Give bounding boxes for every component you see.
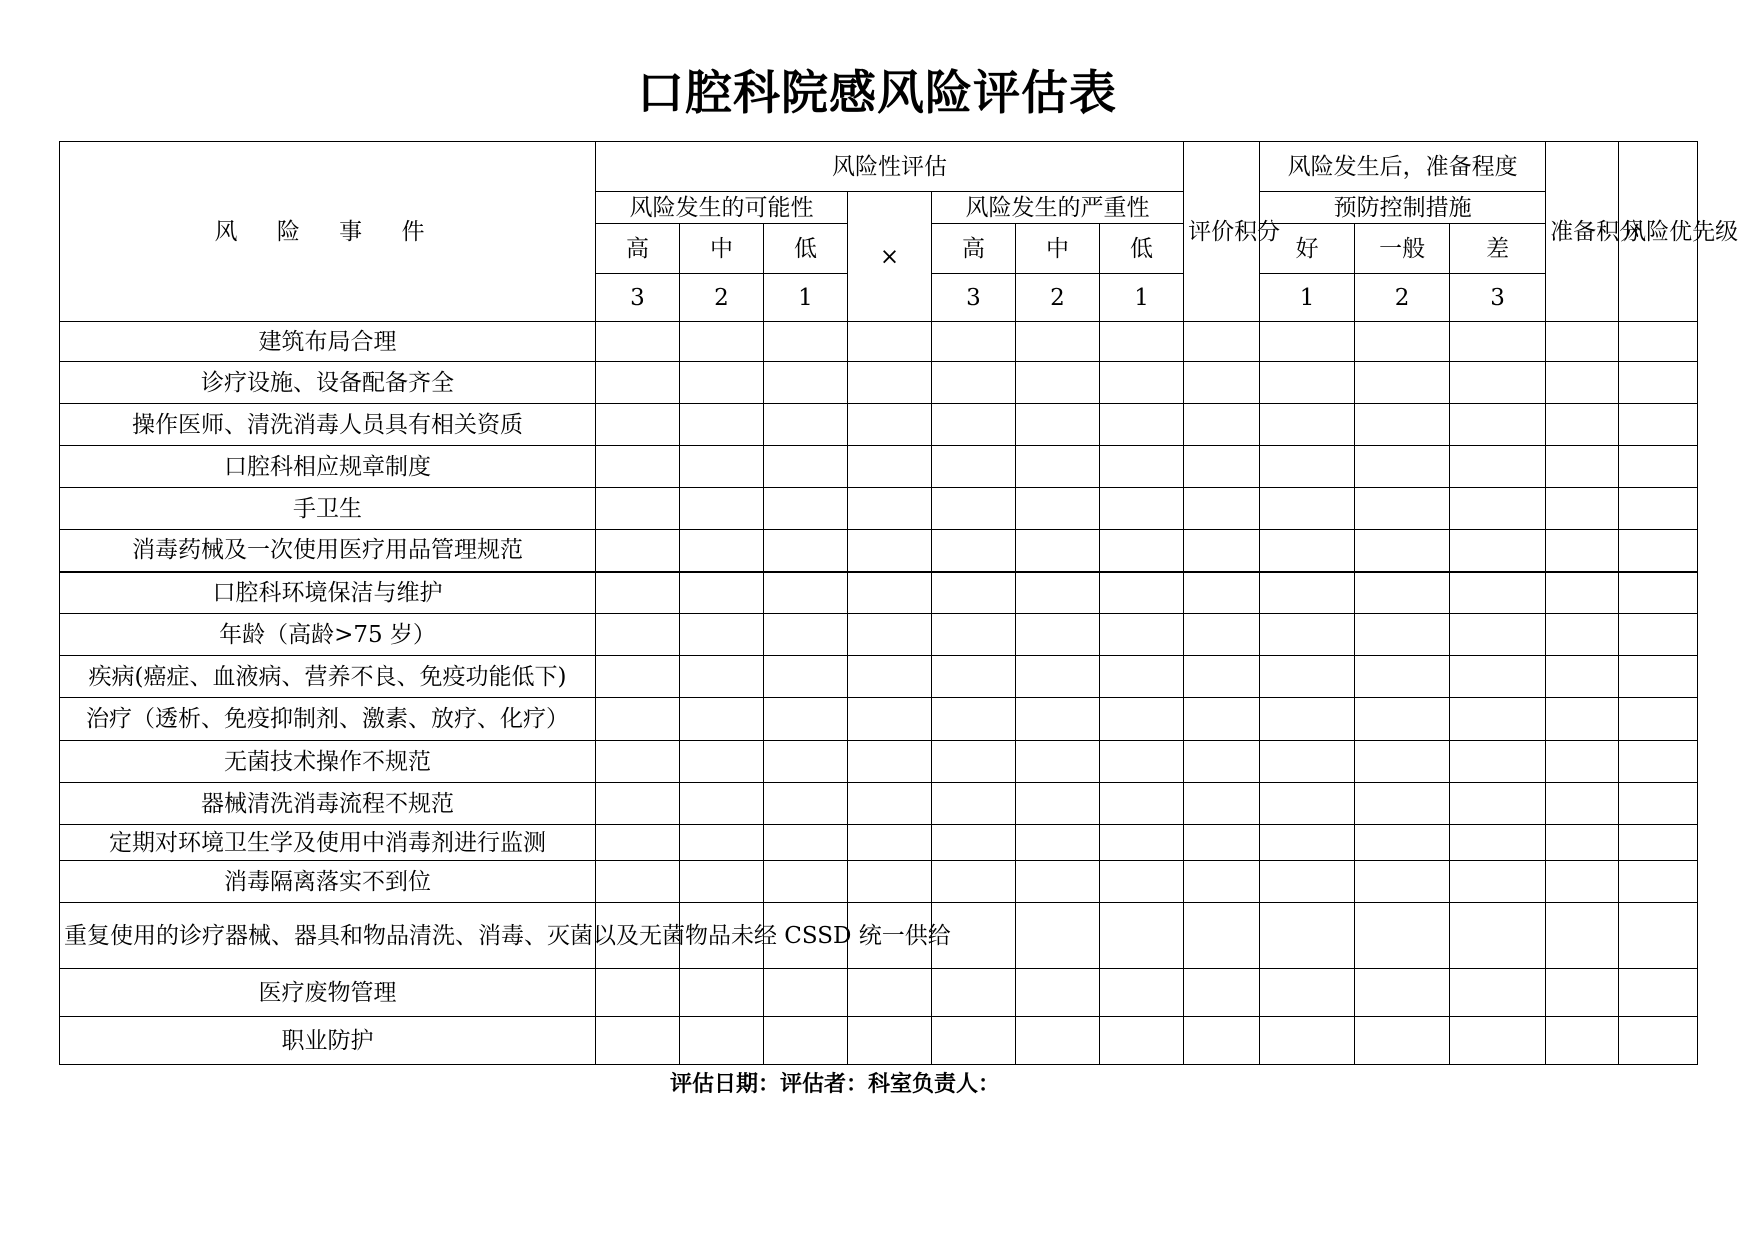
score-cell[interactable] [1184, 530, 1260, 572]
score-cell[interactable] [1355, 861, 1450, 903]
score-cell[interactable] [1450, 969, 1546, 1017]
score-cell[interactable] [1100, 322, 1184, 362]
score-cell[interactable] [1355, 488, 1450, 530]
header-risk-priority: 风险优先级 [1619, 142, 1698, 322]
score-cell[interactable] [1355, 656, 1450, 698]
score-cell[interactable] [764, 861, 848, 903]
score-cell[interactable] [1184, 404, 1260, 446]
table-row [60, 488, 1698, 530]
score-cell[interactable] [1355, 404, 1450, 446]
score-cell[interactable] [848, 404, 932, 446]
score-cell[interactable] [764, 1017, 848, 1065]
score-cell[interactable] [1184, 825, 1260, 861]
score-cell[interactable] [1100, 825, 1184, 861]
severity-score-high: 3 [932, 274, 1016, 322]
table-row [60, 861, 1698, 903]
score-cell[interactable] [680, 741, 764, 783]
score-cell[interactable] [1619, 530, 1698, 572]
table-row [60, 404, 1698, 446]
score-cell[interactable] [848, 1017, 932, 1065]
severity-low: 低 [1100, 224, 1184, 274]
score-cell[interactable] [1546, 741, 1619, 783]
table-row [60, 446, 1698, 488]
score-cell[interactable] [1016, 698, 1100, 741]
score-cell[interactable] [1100, 741, 1184, 783]
header-risk-assessment: 风险性评估 [596, 142, 1184, 192]
score-cell[interactable] [932, 572, 1016, 614]
score-cell[interactable] [1100, 656, 1184, 698]
risk-event-label: 消毒药械及一次使用医疗用品管理规范 [60, 530, 596, 572]
score-cell[interactable] [764, 614, 848, 656]
score-cell[interactable] [1546, 530, 1619, 572]
risk-event-label: 消毒隔离落实不到位 [60, 861, 596, 903]
score-cell[interactable] [1016, 446, 1100, 488]
score-cell[interactable] [848, 572, 932, 614]
header-prevention: 预防控制措施 [1260, 192, 1546, 224]
page-title: 口腔科院感风险评估表 [637, 66, 1117, 121]
score-cell[interactable] [596, 530, 680, 572]
score-cell[interactable] [932, 741, 1016, 783]
score-cell[interactable] [680, 530, 764, 572]
score-cell[interactable] [848, 861, 932, 903]
score-cell[interactable] [596, 488, 680, 530]
score-cell[interactable] [1184, 1017, 1260, 1065]
score-cell[interactable] [1100, 861, 1184, 903]
header-severity: 风险发生的严重性 [932, 192, 1184, 224]
score-cell[interactable] [932, 404, 1016, 446]
score-cell[interactable] [1184, 322, 1260, 362]
score-cell[interactable] [764, 969, 848, 1017]
score-cell[interactable] [1100, 903, 1184, 969]
score-cell[interactable] [764, 783, 848, 825]
risk-event-label: 治疗（透析、免疫抑制剂、激素、放疗、化疗） [60, 698, 596, 741]
score-cell[interactable] [1355, 698, 1450, 741]
score-cell[interactable] [1546, 1017, 1619, 1065]
score-cell[interactable] [1355, 741, 1450, 783]
score-cell[interactable] [1260, 825, 1355, 861]
risk-event-label: 诊疗设施、设备配备齐全 [60, 362, 596, 404]
header-preparedness: 风险发生后，准备程度 [1260, 142, 1546, 192]
risk-event-label: 医疗废物管理 [60, 969, 596, 1017]
header-likelihood: 风险发生的可能性 [596, 192, 848, 224]
score-cell[interactable] [1100, 530, 1184, 572]
score-cell[interactable] [1260, 572, 1355, 614]
score-cell[interactable] [1100, 1017, 1184, 1065]
score-cell[interactable] [1184, 698, 1260, 741]
score-cell[interactable] [1546, 322, 1619, 362]
risk-event-label: 无菌技术操作不规范 [60, 741, 596, 783]
score-cell[interactable] [1355, 362, 1450, 404]
score-cell[interactable] [1184, 861, 1260, 903]
score-cell[interactable] [932, 825, 1016, 861]
score-cell[interactable] [1546, 446, 1619, 488]
score-cell[interactable] [680, 404, 764, 446]
score-cell[interactable] [1546, 614, 1619, 656]
score-cell[interactable] [1260, 404, 1355, 446]
score-cell[interactable] [596, 861, 680, 903]
score-cell[interactable] [932, 1017, 1016, 1065]
risk-event-label: 手卫生 [60, 488, 596, 530]
prevention-score-average: 2 [1355, 274, 1450, 322]
score-cell[interactable] [596, 698, 680, 741]
risk-assessment-table [59, 141, 1739, 1065]
score-cell[interactable] [848, 530, 932, 572]
header-multiply: × [848, 192, 932, 322]
score-cell[interactable] [1016, 903, 1100, 969]
score-cell[interactable] [1260, 783, 1355, 825]
score-cell[interactable] [1184, 741, 1260, 783]
score-cell[interactable] [1355, 969, 1450, 1017]
prevention-score-poor: 3 [1450, 274, 1546, 322]
score-cell[interactable] [764, 741, 848, 783]
score-cell[interactable] [1100, 572, 1184, 614]
score-cell[interactable] [680, 322, 764, 362]
score-cell[interactable] [1546, 903, 1619, 969]
score-cell[interactable] [1546, 783, 1619, 825]
score-cell[interactable] [932, 783, 1016, 825]
score-cell[interactable] [1450, 488, 1546, 530]
score-cell[interactable] [1546, 698, 1619, 741]
score-cell[interactable] [1100, 969, 1184, 1017]
score-cell[interactable] [596, 404, 680, 446]
score-cell[interactable] [1100, 404, 1184, 446]
table-row [60, 741, 1698, 783]
table-row [60, 698, 1698, 741]
risk-event-label: 操作医师、清洗消毒人员具有相关资质 [60, 404, 596, 446]
score-cell[interactable] [1619, 969, 1698, 1017]
score-cell[interactable] [1016, 488, 1100, 530]
score-cell[interactable] [596, 322, 680, 362]
score-cell[interactable] [1450, 825, 1546, 861]
score-cell[interactable] [932, 488, 1016, 530]
likelihood-medium: 中 [680, 224, 764, 274]
score-cell[interactable] [596, 572, 680, 614]
score-cell[interactable] [1450, 861, 1546, 903]
risk-event-label: 重复使用的诊疗器械、器具和物品清洗、消毒、灭菌以及无菌物品未经 CSSD 统一供给 [60, 903, 596, 969]
score-cell[interactable] [1355, 572, 1450, 614]
table-row [60, 783, 1698, 825]
score-cell[interactable] [1450, 572, 1546, 614]
score-cell[interactable] [1546, 969, 1619, 1017]
score-cell[interactable] [764, 572, 848, 614]
score-cell[interactable] [1016, 614, 1100, 656]
score-cell[interactable] [1619, 488, 1698, 530]
score-cell[interactable] [848, 698, 932, 741]
score-cell[interactable] [1184, 969, 1260, 1017]
table-row [60, 969, 1698, 1017]
score-cell[interactable] [1100, 488, 1184, 530]
table-row [60, 1017, 1698, 1065]
score-cell[interactable] [1450, 362, 1546, 404]
score-cell[interactable] [1450, 741, 1546, 783]
score-cell[interactable] [1619, 614, 1698, 656]
score-cell[interactable] [596, 969, 680, 1017]
table-row [60, 530, 1698, 572]
score-cell[interactable] [848, 783, 932, 825]
likelihood-low: 低 [764, 224, 848, 274]
score-cell[interactable] [1450, 614, 1546, 656]
score-cell[interactable] [1016, 1017, 1100, 1065]
score-cell[interactable] [1619, 783, 1698, 825]
score-cell[interactable] [1546, 825, 1619, 861]
score-cell[interactable] [764, 362, 848, 404]
score-cell[interactable] [764, 825, 848, 861]
score-cell[interactable] [680, 1017, 764, 1065]
prevention-good: 好 [1260, 224, 1355, 274]
score-cell[interactable] [1184, 362, 1260, 404]
score-cell[interactable] [596, 783, 680, 825]
score-cell[interactable] [764, 488, 848, 530]
table-row [60, 825, 1698, 861]
score-cell[interactable] [680, 825, 764, 861]
score-cell[interactable] [932, 614, 1016, 656]
score-cell[interactable] [1619, 322, 1698, 362]
score-cell[interactable] [1619, 362, 1698, 404]
score-cell[interactable] [1100, 783, 1184, 825]
severity-score-medium: 2 [1016, 274, 1100, 322]
score-cell[interactable] [1016, 656, 1100, 698]
score-cell[interactable] [680, 698, 764, 741]
score-cell[interactable] [1016, 322, 1100, 362]
score-cell[interactable] [932, 656, 1016, 698]
score-cell[interactable] [1016, 825, 1100, 861]
score-cell[interactable] [1355, 1017, 1450, 1065]
score-cell[interactable] [1016, 362, 1100, 404]
score-cell[interactable] [1260, 656, 1355, 698]
score-cell[interactable] [1260, 698, 1355, 741]
header-prep-score: 准备积分 [1546, 142, 1619, 322]
likelihood-score-high: 3 [596, 274, 680, 322]
score-cell[interactable] [1100, 362, 1184, 404]
score-cell[interactable] [1016, 741, 1100, 783]
score-cell[interactable] [1450, 656, 1546, 698]
score-cell[interactable] [1016, 861, 1100, 903]
prevention-poor: 差 [1450, 224, 1546, 274]
table-row [60, 614, 1698, 656]
score-cell[interactable] [1546, 656, 1619, 698]
score-cell[interactable] [1260, 1017, 1355, 1065]
score-cell[interactable] [596, 446, 680, 488]
score-cell[interactable] [764, 530, 848, 572]
table-row [60, 362, 1698, 404]
risk-event-label: 年龄（高龄>75 岁） [60, 614, 596, 656]
score-cell[interactable] [848, 969, 932, 1017]
score-cell[interactable] [680, 488, 764, 530]
score-cell[interactable] [1619, 404, 1698, 446]
score-cell[interactable] [1016, 783, 1100, 825]
severity-high: 高 [932, 224, 1016, 274]
table-row [60, 322, 1698, 362]
score-cell[interactable] [1184, 446, 1260, 488]
score-cell[interactable] [1355, 530, 1450, 572]
score-cell[interactable] [764, 404, 848, 446]
risk-event-label: 疾病(癌症、血液病、营养不良、免疫功能低下) [60, 656, 596, 698]
score-cell[interactable] [1619, 698, 1698, 741]
score-cell[interactable] [680, 362, 764, 404]
signature-line: 评估日期：评估者：科室负责人： [670, 1072, 1001, 1097]
score-cell[interactable] [1260, 861, 1355, 903]
score-cell[interactable] [1619, 903, 1698, 969]
score-cell[interactable] [596, 614, 680, 656]
score-cell[interactable] [848, 446, 932, 488]
score-cell[interactable] [680, 969, 764, 1017]
score-cell[interactable] [1016, 404, 1100, 446]
risk-event-label: 职业防护 [60, 1017, 596, 1065]
score-cell[interactable] [1260, 322, 1355, 362]
score-cell[interactable] [680, 783, 764, 825]
score-cell[interactable] [848, 741, 932, 783]
score-cell[interactable] [1619, 861, 1698, 903]
score-cell[interactable] [596, 656, 680, 698]
score-cell[interactable] [1619, 825, 1698, 861]
score-cell[interactable] [680, 446, 764, 488]
score-cell[interactable] [1546, 861, 1619, 903]
score-cell[interactable] [1184, 783, 1260, 825]
score-cell[interactable] [1450, 322, 1546, 362]
score-cell[interactable] [1546, 404, 1619, 446]
score-cell[interactable] [1450, 903, 1546, 969]
score-cell[interactable] [596, 741, 680, 783]
score-cell[interactable] [848, 488, 932, 530]
score-cell[interactable] [1260, 446, 1355, 488]
score-cell[interactable] [1619, 446, 1698, 488]
score-cell[interactable] [1184, 656, 1260, 698]
score-cell[interactable] [1450, 530, 1546, 572]
score-cell[interactable] [764, 698, 848, 741]
score-cell[interactable] [764, 446, 848, 488]
score-cell[interactable] [1450, 446, 1546, 488]
score-cell[interactable] [848, 362, 932, 404]
risk-event-label: 口腔科环境保洁与维护 [60, 572, 596, 614]
score-cell[interactable] [680, 656, 764, 698]
score-cell[interactable] [1184, 488, 1260, 530]
event-rows [60, 322, 1698, 1065]
score-cell[interactable] [848, 656, 932, 698]
score-cell[interactable] [596, 362, 680, 404]
score-cell[interactable] [1016, 572, 1100, 614]
score-cell[interactable] [932, 969, 1016, 1017]
score-cell[interactable] [1184, 903, 1260, 969]
score-cell[interactable] [1355, 783, 1450, 825]
score-cell[interactable] [680, 861, 764, 903]
score-cell[interactable] [932, 698, 1016, 741]
risk-event-label: 器械清洗消毒流程不规范 [60, 783, 596, 825]
score-cell[interactable] [1100, 698, 1184, 741]
score-cell[interactable] [1184, 572, 1260, 614]
score-cell[interactable] [1619, 741, 1698, 783]
score-cell[interactable] [680, 572, 764, 614]
score-cell[interactable] [1100, 446, 1184, 488]
score-cell[interactable] [1355, 614, 1450, 656]
score-cell[interactable] [1619, 1017, 1698, 1065]
score-cell[interactable] [1619, 572, 1698, 614]
score-cell[interactable] [848, 322, 932, 362]
risk-event-label: 定期对环境卫生学及使用中消毒剂进行监测 [60, 825, 596, 861]
severity-score-low: 1 [1100, 274, 1184, 322]
score-cell[interactable] [1355, 903, 1450, 969]
score-cell[interactable] [1260, 362, 1355, 404]
score-cell[interactable] [764, 322, 848, 362]
score-cell[interactable] [764, 656, 848, 698]
prevention-average: 一般 [1355, 224, 1450, 274]
score-cell[interactable] [932, 322, 1016, 362]
score-cell[interactable] [1450, 698, 1546, 741]
score-cell[interactable] [1260, 969, 1355, 1017]
score-cell[interactable] [596, 825, 680, 861]
score-cell[interactable] [1450, 783, 1546, 825]
score-cell[interactable] [1355, 825, 1450, 861]
score-cell[interactable] [1260, 530, 1355, 572]
score-cell[interactable] [1260, 488, 1355, 530]
score-cell[interactable] [932, 530, 1016, 572]
score-cell[interactable] [596, 1017, 680, 1065]
prevention-score-good: 1 [1260, 274, 1355, 322]
score-cell[interactable] [932, 446, 1016, 488]
likelihood-high: 高 [596, 224, 680, 274]
score-cell[interactable] [932, 861, 1016, 903]
score-cell[interactable] [1450, 1017, 1546, 1065]
score-cell[interactable] [1100, 614, 1184, 656]
score-cell[interactable] [1260, 614, 1355, 656]
severity-medium: 中 [1016, 224, 1100, 274]
table-row [60, 903, 1698, 969]
score-cell[interactable] [1619, 656, 1698, 698]
score-cell[interactable] [848, 825, 932, 861]
score-cell[interactable] [1355, 446, 1450, 488]
header-eval-score: 评价积分 [1184, 142, 1260, 322]
score-cell[interactable] [1355, 322, 1450, 362]
score-cell[interactable] [1546, 488, 1619, 530]
score-cell[interactable] [1450, 404, 1546, 446]
score-cell[interactable] [680, 614, 764, 656]
score-cell[interactable] [1016, 969, 1100, 1017]
score-cell[interactable] [1260, 903, 1355, 969]
table-row [60, 572, 1698, 614]
risk-event-label: 建筑布局合理 [60, 322, 596, 362]
score-cell[interactable] [1546, 362, 1619, 404]
score-cell[interactable] [1016, 530, 1100, 572]
likelihood-score-low: 1 [764, 274, 848, 322]
score-cell[interactable] [932, 362, 1016, 404]
likelihood-score-medium: 2 [680, 274, 764, 322]
score-cell[interactable] [1260, 741, 1355, 783]
score-cell[interactable] [1184, 614, 1260, 656]
risk-event-label: 口腔科相应规章制度 [60, 446, 596, 488]
score-cell[interactable] [1546, 572, 1619, 614]
table-row [60, 656, 1698, 698]
score-cell[interactable] [848, 614, 932, 656]
header-risk-event: 风 险 事 件 [60, 142, 596, 322]
